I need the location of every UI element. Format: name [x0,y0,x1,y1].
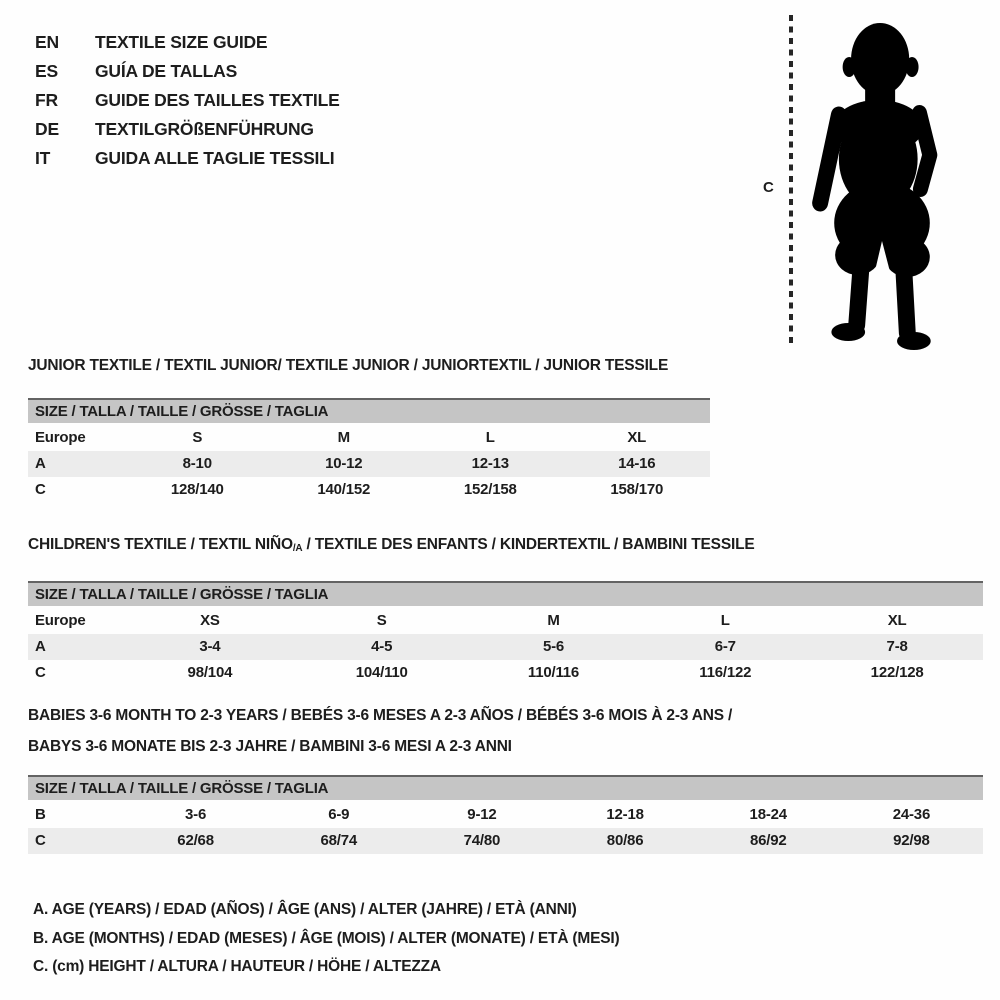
size-value: L [485,429,495,446]
height-value: 80/86 [606,832,644,849]
table-row-age-years [28,634,983,660]
row-label: C [35,832,46,849]
height-value: 92/98 [893,832,930,849]
toddler-silhouette [807,7,957,352]
height-measure-label: C [763,179,774,196]
age-value: 3-4 [199,638,221,655]
measurement-legend [33,896,619,982]
row-label: B [35,806,46,823]
row-label: A [35,455,46,472]
size-value: S [192,429,203,446]
table-row-height-cm [28,660,983,686]
height-value: 128/140 [170,481,224,498]
height-value: 140/152 [317,481,371,498]
junior-size-header-band: SIZE / TALLA / TAILLE / GRÖSSE / TAGLIA [28,398,710,423]
guide-title: GUÍA DE TALLAS [95,61,238,81]
size-value: M [337,429,350,446]
language-row-de [35,115,340,144]
row-label: C [35,481,46,498]
age-value: 3-6 [185,806,207,823]
language-code: FR [35,90,58,110]
size-value: XL [887,612,907,629]
age-value: 9-12 [467,806,497,823]
height-value: 98/104 [187,664,233,681]
language-title-list [35,28,340,173]
children-title-pre: CHILDREN'S TEXTILE / TEXTIL NIÑO [28,536,293,553]
language-row-it [35,144,340,173]
children-section-title [28,537,983,557]
age-value: 4-5 [371,638,393,655]
size-value: XL [627,429,647,446]
babies-section [28,700,983,854]
age-value: 12-13 [471,455,509,472]
height-value: 110/116 [527,664,580,681]
table-row-age-months [28,802,983,828]
babies-size-table [28,802,983,854]
age-value: 24-36 [892,806,931,823]
height-value: 62/68 [177,832,214,849]
age-value: 6-9 [328,806,350,823]
height-value: 104/110 [355,664,408,681]
age-value: 5-6 [542,638,565,655]
babies-section-title [28,700,983,762]
row-label: Europe [35,429,86,446]
junior-section-title: JUNIOR TEXTILE / TEXTIL JUNIOR/ TEXTILE JUNIOR / JUNIORTEXTIL / JUNIOR TESSILE [28,357,669,374]
guide-title: GUIDA ALLE TAGLIE TESSILI [95,148,335,168]
row-label: A [35,638,46,655]
language-code: EN [35,32,59,52]
age-value: 6-7 [714,638,736,655]
row-label: C [35,664,46,681]
guide-title: GUIDE DES TAILLES TEXTILE [95,90,340,110]
height-value: 68/74 [320,832,358,849]
babies-title-line2: BABYS 3-6 MONATE BIS 2-3 JAHRE / BAMBINI 3-6 MESI A 2-3 ANNI [28,738,512,755]
table-row-age-years [28,451,710,477]
size-value: M [547,612,560,629]
row-label: Europe [35,612,86,629]
language-code: IT [35,148,51,168]
height-value: 116/122 [699,664,752,681]
language-code: DE [35,119,59,139]
children-size-table [28,608,983,686]
age-value: 7-8 [886,638,908,655]
legend-line-a: A. AGE (YEARS) / EDAD (AÑOS) / ÂGE (ANS) / ALTER (JAHRE) / ETÀ (ANNI) [33,901,577,918]
height-figure [745,5,995,355]
children-size-header-band: SIZE / TALLA / TAILLE / GRÖSSE / TAGLIA [28,581,983,606]
size-value: L [720,612,730,629]
size-value: XS [200,612,220,629]
junior-section [28,358,710,503]
height-dotted-line [787,13,795,349]
height-value: 152/158 [463,481,517,498]
language-row-es [35,57,340,86]
legend-line-b: B. AGE (MONTHS) / EDAD (MESES) / ÂGE (MOIS) / ALTER (MONATE) / ETÀ (MESI) [33,929,620,947]
table-row-height-cm [28,828,983,854]
table-row-europe [28,608,983,634]
language-row-fr [35,86,340,115]
height-value: 122/128 [870,664,924,681]
language-code: ES [35,61,58,81]
age-value: 12-18 [606,806,644,823]
children-title-subscript: /A [292,543,303,554]
junior-size-table [28,425,710,503]
guide-title: TEXTILE SIZE GUIDE [95,32,268,52]
guide-title: TEXTILGRÖßENFÜHRUNG [95,119,314,139]
table-row-height-cm [28,477,710,503]
legend-line-c: C. (cm) HEIGHT / ALTURA / HAUTEUR / HÖHE / ALTEZZA [33,958,441,975]
height-value: 158/170 [610,481,664,498]
children-title-post: / TEXTILE DES ENFANTS / KINDERTEXTIL / BAMBINI TESSILE [302,536,755,553]
age-value: 10-12 [325,455,363,472]
table-row-europe [28,425,710,451]
language-row-en [35,28,340,57]
age-value: 8-10 [182,455,212,472]
height-value: 74/80 [463,832,501,849]
children-section [28,537,983,686]
height-value: 86/92 [749,832,787,849]
age-value: 18-24 [749,806,787,823]
size-value: S [376,612,387,629]
age-value: 14-16 [618,455,656,472]
babies-size-header-band: SIZE / TALLA / TAILLE / GRÖSSE / TAGLIA [28,775,983,800]
babies-title-line1: BABIES 3-6 MONTH TO 2-3 YEARS / BEBÉS 3-6 MESES A 2-3 AÑOS / BÉBÉS 3-6 MOIS À 2-3 ANS / [28,707,733,724]
